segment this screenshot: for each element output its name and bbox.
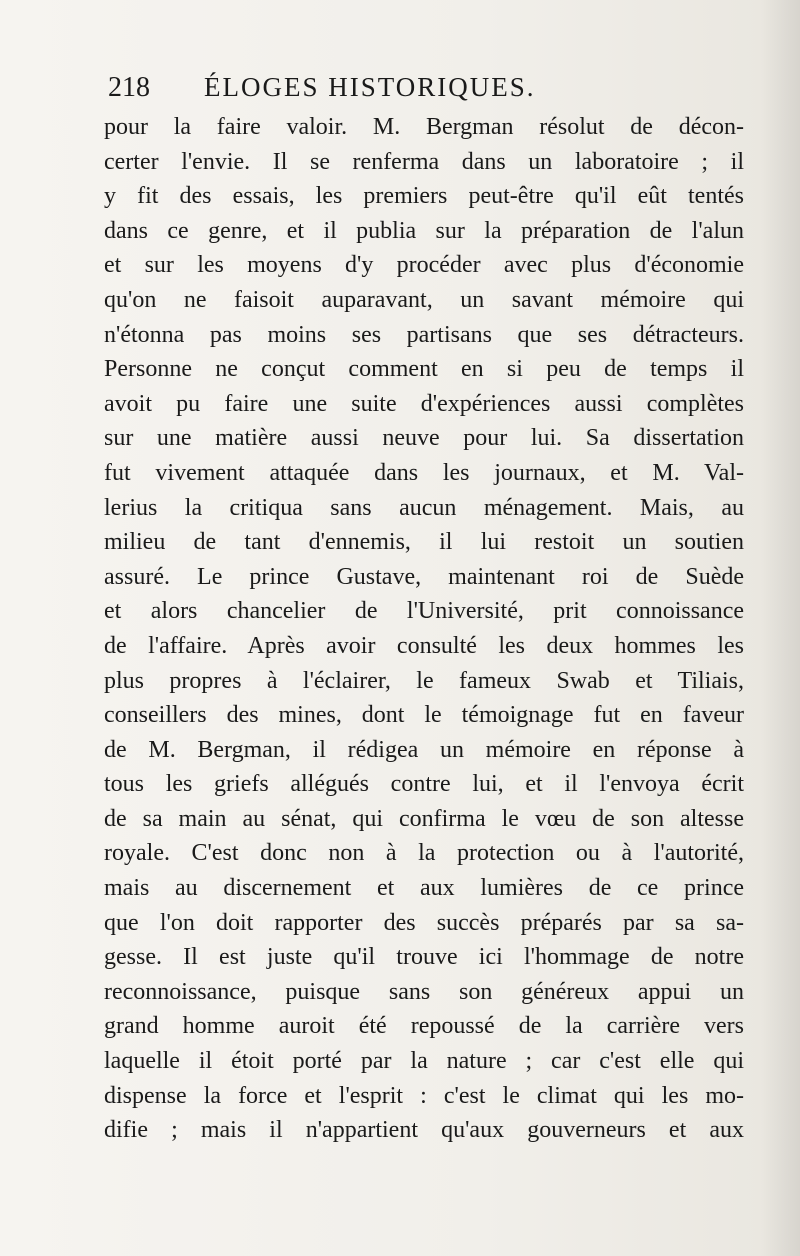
text-line: qu'on ne faisoit auparavant, un savant mémoire qui [104,286,744,313]
text-line: reconnoissance, puisque sans son généreux appui un [104,978,744,1005]
text-line: et alors chancelier de l'Université, prit connoissance [104,598,744,625]
text-line: lerius la critiqua sans aucun ménagement. Mais, au [104,494,744,521]
text-line: dans ce genre, et il publia sur la préparation de l'alun [104,217,744,244]
text-line: sur une matière aussi neuve pour lui. Sa dissertation [104,425,744,452]
text-line: pour la faire valoir. M. Bergman résolut de décon- [104,114,744,140]
text-line: grand homme auroit été repoussé de la carrière vers [104,1013,744,1040]
text-line: n'étonna pas moins ses partisans que ses détracteurs. [104,321,744,348]
text-line: de M. Bergman, il rédigea un mémoire en réponse à [104,736,744,763]
text-line: que l'on doit rapporter des succès préparés par sa sa- [104,909,744,936]
text-line: dispense la force et l'esprit : c'est le climat qui les mo- [104,1082,744,1109]
text-line: de sa main au sénat, qui confirma le vœu de son altesse [104,805,744,832]
text-line: milieu de tant d'ennemis, il lui restoit un soutien [104,529,744,556]
text-line: conseillers des mines, dont le témoignage fut en faveur [104,702,744,729]
text-line: tous les griefs allégués contre lui, et il l'envoya écrit [104,771,744,798]
text-line: avoit pu faire une suite d'expériences aussi complètes [104,390,744,417]
text-line: Personne ne conçut comment en si peu de temps il [104,356,744,383]
text-line: mais au discernement et aux lumières de ce prince [104,875,744,902]
text-line: de l'affaire. Après avoir consulté les deux hommes les [104,632,744,659]
text-line: gesse. Il est juste qu'il trouve ici l'hommage de notre [104,944,744,971]
text-line: certer l'envie. Il se renferma dans un laboratoire ; il [104,148,744,175]
text-line: laquelle il étoit porté par la nature ; car c'est elle qui [104,1048,744,1075]
text-line: plus propres à l'éclairer, le fameux Swab et Tiliais, [104,667,744,694]
text-line: difie ; mais il n'appartient qu'aux gouverneurs et aux [104,1117,744,1144]
text-line: y fit des essais, les premiers peut-être qu'il eût tentés [104,183,744,210]
text-line: et sur les moyens d'y procéder avec plus d'économie [104,252,744,279]
running-title: ÉLOGES HISTORIQUES. [204,72,536,102]
text-line: fut vivement attaquée dans les journaux, et M. Val- [104,459,744,486]
page-header [108,72,728,112]
text-line: assuré. Le prince Gustave, maintenant roi de Suède [104,563,744,590]
text-line: royale. C'est donc non à la protection ou à l'autorité, [104,840,744,867]
page-number: 218 [108,72,150,103]
page-edge-shadow [760,0,800,1256]
body-text [104,110,744,1148]
